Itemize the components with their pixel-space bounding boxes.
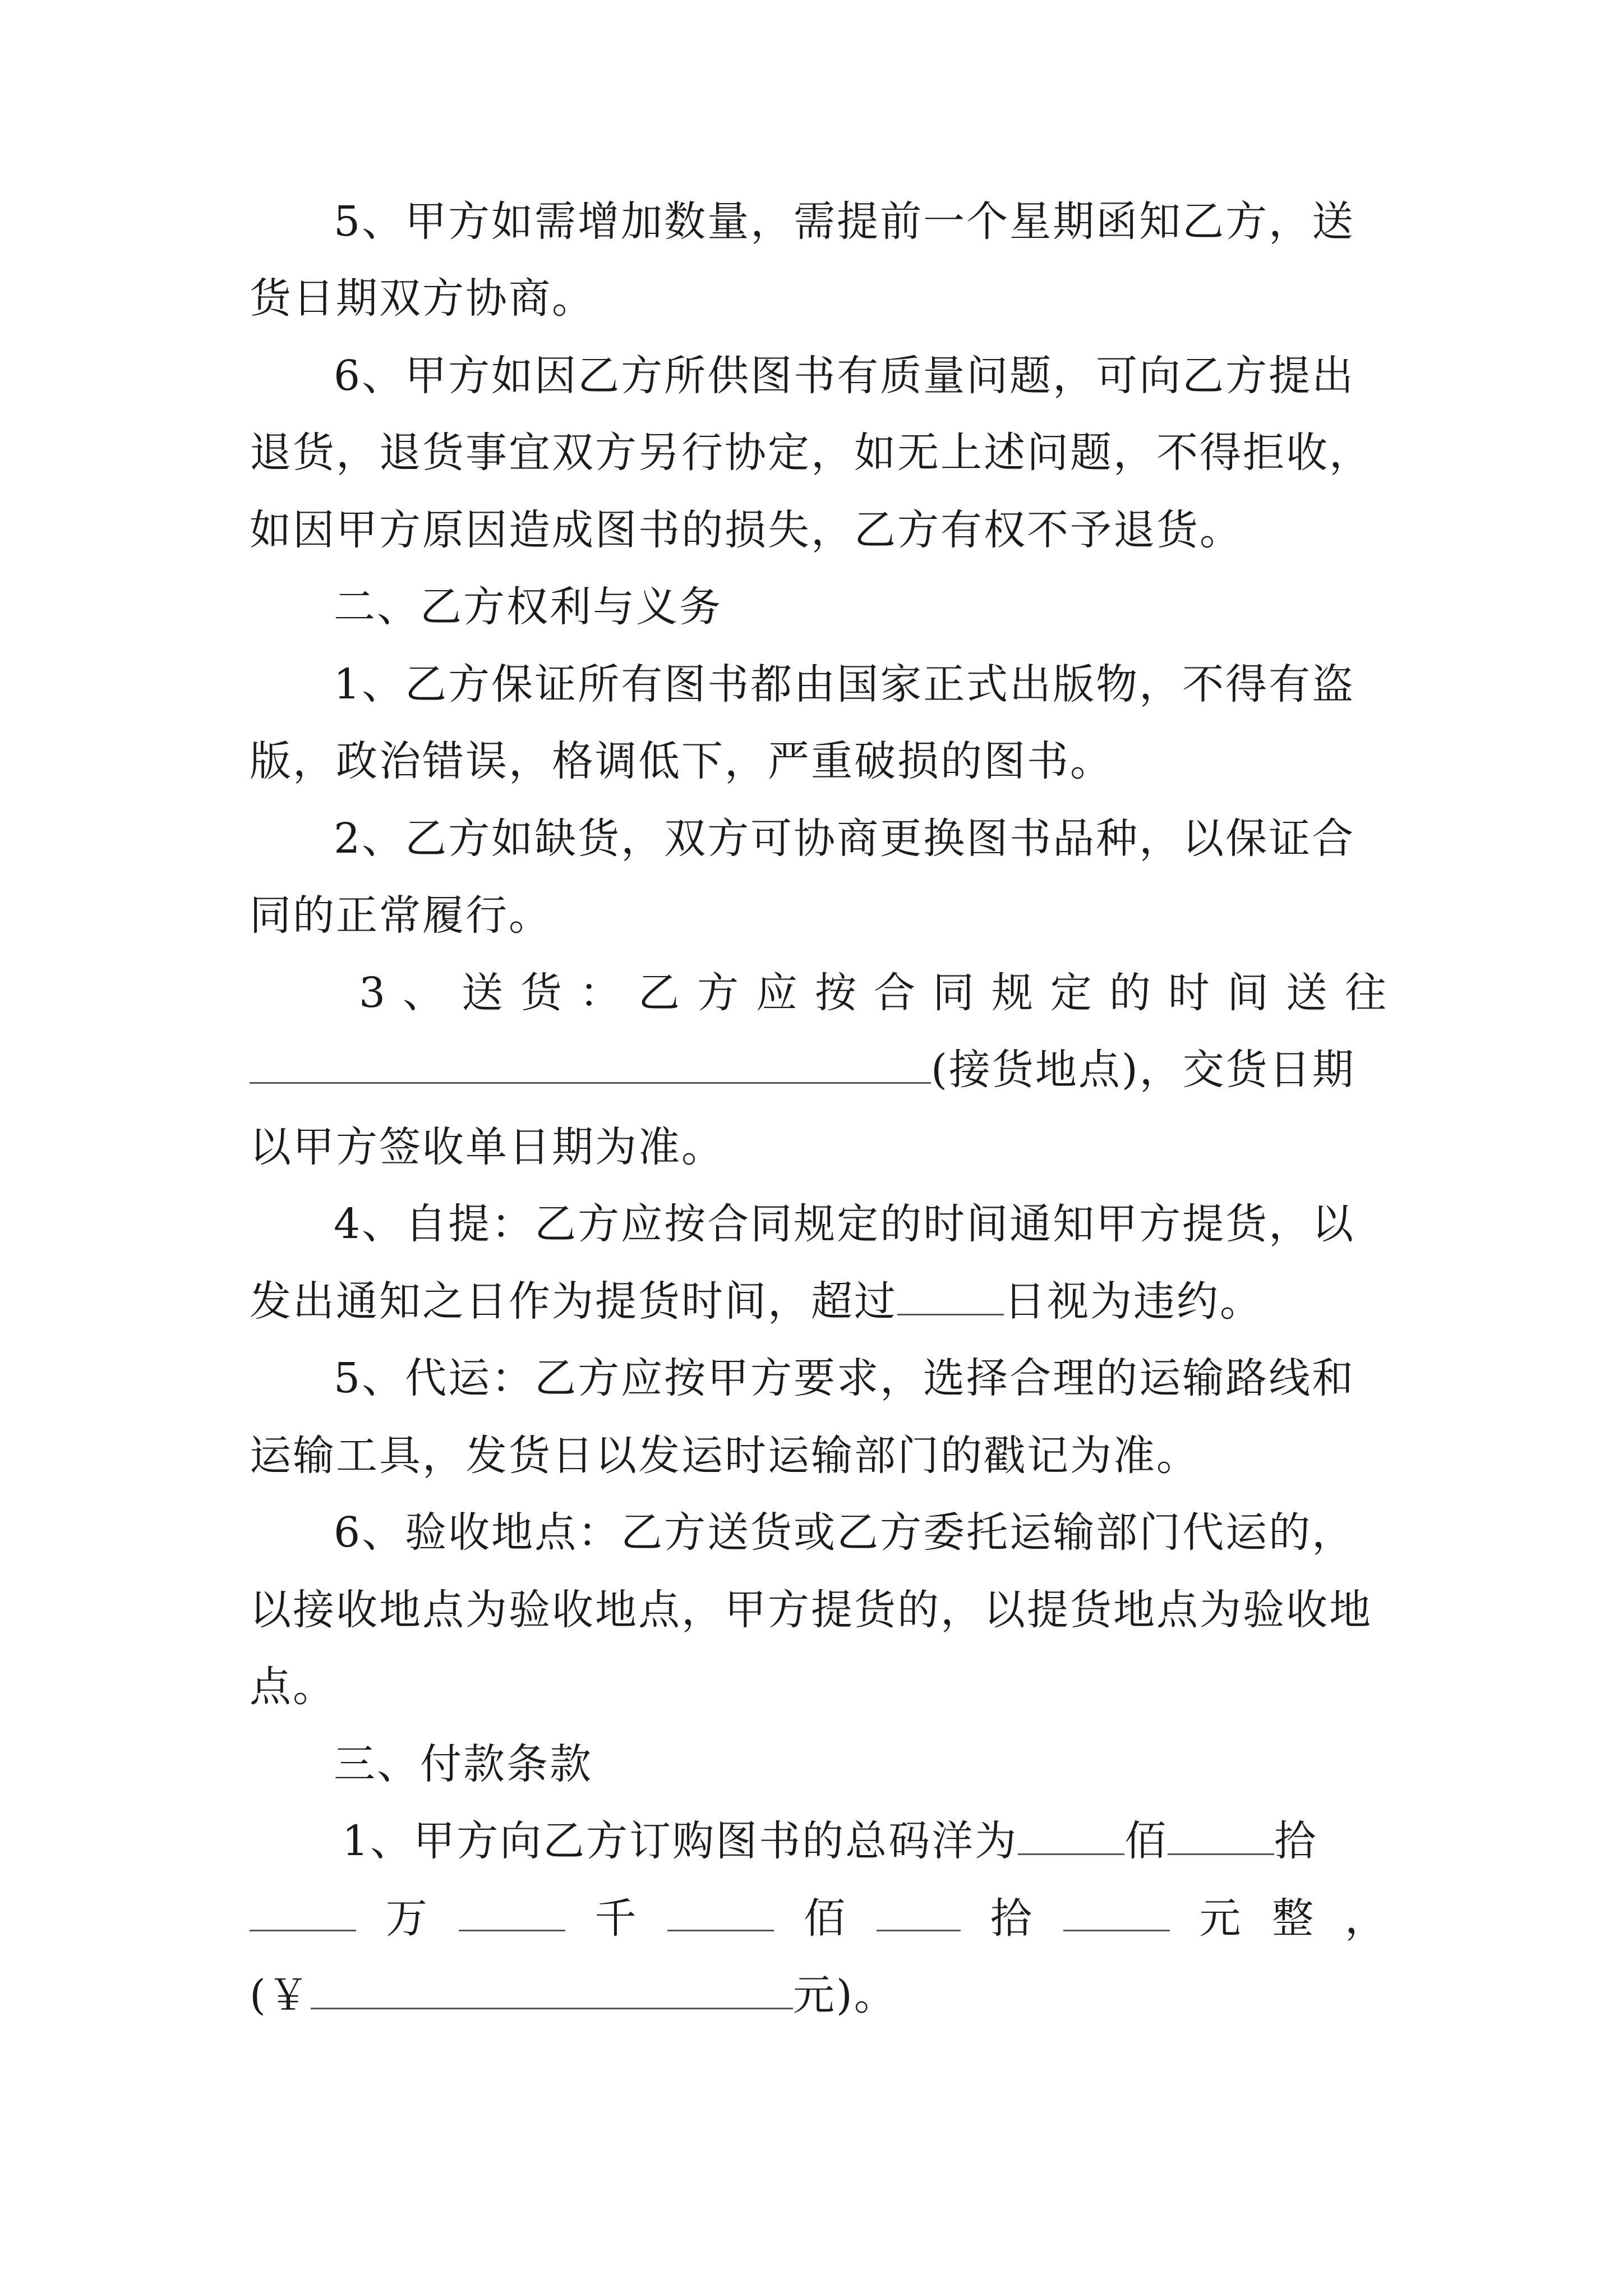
- spaced-char: 按: [814, 969, 858, 1017]
- spaced-char: 同: [932, 969, 976, 1017]
- section-title: 三、付款条款: [334, 1740, 593, 1788]
- spaced-char: 时: [1168, 969, 1211, 1017]
- text: 1、乙方保证所有图书都由国家正式出版物，不得有盗: [334, 660, 1355, 708]
- text: 元)。: [792, 1971, 897, 2019]
- amount-digit-blank[interactable]: [459, 1890, 565, 1931]
- spaced-char: 货: [520, 969, 564, 1017]
- spaced-char: 应: [755, 969, 799, 1017]
- paragraph-line: [250, 502, 1388, 558]
- unit-text: 万: [385, 1894, 429, 1943]
- section-title: 二、乙方权利与义务: [334, 583, 722, 631]
- text: 货日期双方协商。: [250, 274, 595, 323]
- unit-text: ，: [1344, 1894, 1388, 1943]
- text: 版，政治错误，格调低下，严重破损的图书。: [250, 737, 1113, 785]
- paragraph-line: [342, 1813, 1388, 1869]
- paragraph-line: [334, 656, 1388, 712]
- amount-digit-blank[interactable]: [1063, 1890, 1170, 1931]
- paragraph-line: [250, 1042, 1388, 1098]
- spaced-char: 3: [359, 969, 388, 1017]
- amount-digit-blank[interactable]: [250, 1890, 356, 1931]
- amount-hundreds-blank[interactable]: [1018, 1814, 1124, 1855]
- paragraph-line: [334, 1350, 1388, 1406]
- text: 6、甲方如因乙方所供图书有质量问题，可向乙方提出: [334, 352, 1355, 400]
- unit-text: 佰: [804, 1894, 847, 1943]
- spaced-char: 往: [1344, 969, 1388, 1017]
- text: 2、乙方如缺货，双方可协商更换图书品种，以保证合: [334, 815, 1355, 863]
- amount-digit-blank[interactable]: [877, 1890, 961, 1931]
- spaced-char: 送: [1285, 969, 1329, 1017]
- spaced-char: 的: [1109, 969, 1152, 1017]
- paragraph-line: [250, 425, 1388, 481]
- paragraph-line: [334, 1196, 1388, 1252]
- days-blank[interactable]: [897, 1274, 1004, 1315]
- text: 以接收地点为验收地点，甲方提货的，以提货地点为验收地: [250, 1586, 1372, 1634]
- unit-text: 拾: [1274, 1817, 1318, 1865]
- text: 6、验收地点：乙方送货或乙方委托运输部门代运的，: [334, 1508, 1355, 1557]
- spaced-char: 规: [991, 969, 1035, 1017]
- paragraph-line: [334, 348, 1388, 404]
- paragraph-line: [250, 270, 1388, 326]
- amount-yuan-blank[interactable]: [311, 1968, 793, 2009]
- spaced-char: 、: [403, 969, 446, 1017]
- paragraph-line: [250, 1119, 1388, 1175]
- unit-text: 拾: [990, 1894, 1034, 1943]
- spaced-char: 定: [1050, 969, 1094, 1017]
- amount-units-line: [250, 1890, 1388, 1947]
- paragraph-line: [250, 1582, 1388, 1638]
- spaced-char: 乙: [638, 969, 682, 1017]
- text: 5、甲方如需增加数量，需提前一个星期函知乙方，送: [334, 197, 1355, 246]
- spaced-char: ：: [579, 969, 623, 1017]
- paragraph-line: [250, 733, 1388, 789]
- spaced-paragraph-line: [359, 965, 1388, 1021]
- text: (￥: [250, 1971, 311, 2019]
- spaced-char: 方: [697, 969, 740, 1017]
- paragraph-line: [334, 1504, 1388, 1561]
- spaced-char: 间: [1227, 969, 1270, 1017]
- text: (接货地点)，交货日期: [931, 1046, 1355, 1094]
- spaced-char: 合: [873, 969, 917, 1017]
- text: 5、代运：乙方应按甲方要求，选择合理的运输路线和: [334, 1354, 1355, 1402]
- text: 1、甲方向乙方订购图书的总码洋为: [342, 1817, 1018, 1865]
- paragraph-line: [334, 811, 1388, 867]
- text: 如因甲方原因造成图书的损失，乙方有权不予退货。: [250, 506, 1243, 554]
- text: 发出通知之日作为提货时间，超过: [250, 1277, 897, 1326]
- text: 运输工具，发货日以发运时运输部门的戳记为准。: [250, 1432, 1200, 1480]
- unit-text: 元: [1199, 1894, 1243, 1943]
- text: 4、自提：乙方应按合同规定的时间通知甲方提货，以: [334, 1200, 1355, 1248]
- spaced-char: 送: [462, 969, 505, 1017]
- unit-text: 千: [594, 1894, 638, 1943]
- unit-text: 整: [1272, 1894, 1316, 1943]
- section-heading: [334, 579, 1388, 635]
- amount-tens-blank[interactable]: [1168, 1814, 1274, 1855]
- amount-digit-blank[interactable]: [667, 1890, 774, 1931]
- paragraph-line: [250, 1428, 1388, 1484]
- text: 同的正常履行。: [250, 891, 552, 940]
- text: 点。: [250, 1663, 336, 1711]
- paragraph-line: [334, 194, 1388, 250]
- section-heading: [334, 1736, 1388, 1792]
- unit-text: 佰: [1124, 1817, 1168, 1865]
- paragraph-line: [250, 887, 1388, 944]
- text: 退货，退货事宜双方另行协定，如无上述问题，不得拒收，: [250, 429, 1372, 477]
- paragraph-line: [250, 1967, 1388, 2023]
- text: 以甲方签收单日期为准。: [250, 1123, 725, 1171]
- text: 日视为违约。: [1004, 1277, 1263, 1326]
- paragraph-line: [250, 1273, 1388, 1329]
- delivery-address-blank[interactable]: [250, 1043, 931, 1084]
- paragraph-line: [250, 1659, 1388, 1715]
